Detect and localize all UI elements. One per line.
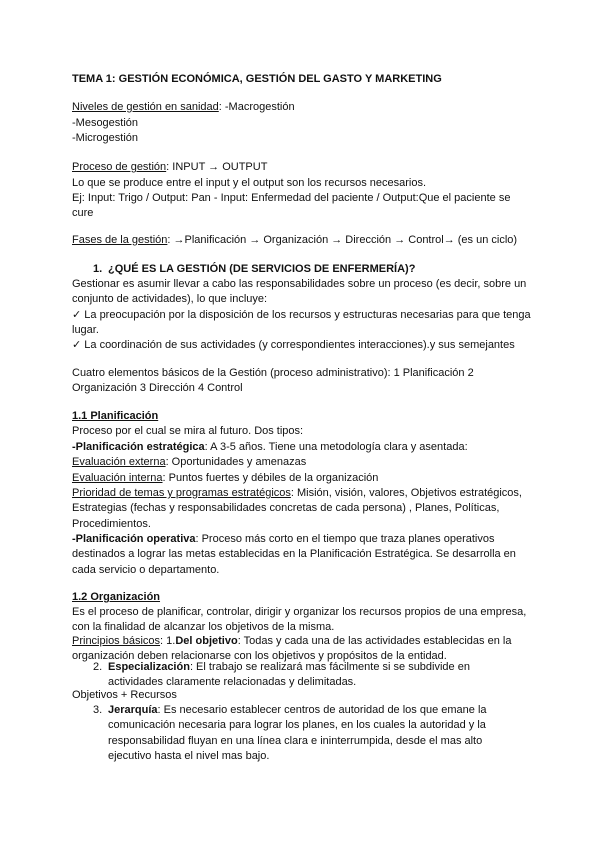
item2-text: : El trabajo se realizará mas fácilmente si se subdivide en actividades claramente relacionadas y delimitadas. [108,661,470,689]
operativa-label: -Planificación operativa [72,533,196,545]
niveles-micro: -Microgestión [72,132,139,144]
operativa-text: : Proceso más corto en el tiempo que traza planes operativos destinados a lograr las metas establecidas en la Planificación Estratégica. Se desarrolla en cada servicio o departamento. [72,533,516,576]
organizacion-intro: Es el proceso de planificar, controlar, dirigir y organizar los recursos propios de una empresa, con la finalidad de alcanzar los objetivos de la misma. [72,606,527,634]
fases-label: Fases de la gestión [72,234,168,246]
estrategica-label: -Planificación estratégica [72,440,205,453]
interna-label: Evaluación interna [72,471,163,484]
objetivos-recursos: Objetivos + Recursos [72,689,177,701]
proceso-label: Proceso de gestión [72,161,167,173]
prioridad-label: Prioridad de temas y programas estratégicos [72,487,291,499]
page-title: TEMA 1: GESTIÓN ECONÓMICA, GESTIÓN DEL GASTO Y MARKETING [72,73,442,85]
niveles-label: Niveles de gestión en sanidad [72,101,219,113]
externa-text: : Oportunidades y amenazas [165,456,307,468]
niveles-line [72,100,532,115]
item3-label: Jerarquía [108,704,158,716]
proceso-line3: Ej: Input: Trigo / Output: Pan - Input: Enfermedad del paciente / Output:Que el paciente se cure [72,192,511,220]
estrategica-text: : A 3-5 años. Tiene una metodología clara y asentada: [204,440,468,453]
fases-line [72,233,532,248]
section1-check1: ✓ La preocupación por la disposición de los recursos y estructuras necesarias para que tenga lugar. [72,308,531,336]
principios-mid: : 1. [160,635,176,647]
niveles-first: : -Macrogestión [218,101,295,113]
objetivo-label: Del objetivo [175,635,238,647]
section1-intro: Gestionar es asumir llevar a cabo las responsabilidades sobre un proceso (es decir, sobre un conjunto de actividades), lo que incluye: [72,278,527,306]
planificacion-operativa [72,532,532,578]
planificacion-estrategica [72,440,532,455]
item2-especializacion [108,660,528,691]
externa-label: Evaluación externa [72,456,166,468]
principios-label: Principios básicos [72,635,161,647]
section1-elements: Cuatro elementos básicos de la Gestión (proceso administrativo): 1 Planificación 2 Organización 3 Dirección 4 Control [72,367,474,395]
niveles-meso: -Mesogestión [72,116,139,129]
item3-jerarquia [108,703,528,765]
fases-rest: : →Planificación → Organización → Dirección → Control→ (es un ciclo) [167,234,518,246]
item3-text: : Es necesario establecer centros de autoridad de los que emane la comunicación necesaria para lograr los planes, en los cuales la autoridad y la responsabilidad fluyan en una línea clara e ininterrumpida, desde el mas alto ejecutivo hasta el nivel mas bajo. [108,704,487,763]
planificacion-heading: 1.1 Planificación [72,410,159,422]
proceso-line [72,160,532,175]
proceso-rest: : INPUT → OUTPUT [166,161,268,173]
section1-heading: ¿QUÉ ES LA GESTIÓN (DE SERVICIOS DE ENFERMERÍA)? [108,263,416,275]
prioridad-temas [72,486,532,532]
objetivo-text: : Todas y cada una de las actividades establecidas en la organización deben relacionarse con los objetivos y propósitos de la entidad. [72,635,512,663]
interna-text: : Puntos fuertes y débiles de la organización [162,471,379,484]
evaluacion-externa [72,455,532,470]
item3-number: 3. [93,704,103,716]
prioridad-text: : Misión, visión, valores, Objetivos estratégicos, Estrategias (fechas y responsabilidades concretas de cada persona) , Planes, Políticas, Procedimientos. [72,487,522,530]
planificacion-intro: Proceso por el cual se mira al futuro. Dos tipos: [72,425,304,437]
organizacion-heading: 1.2 Organización [72,591,161,603]
item2-label: Especialización [108,661,190,673]
section1-number: 1. [93,263,103,275]
item2-number: 2. [93,661,103,673]
section1-check2: ✓ La coordinación de sus actividades (y correspondientes interacciones).y sus semejantes [72,339,515,351]
evaluacion-interna [72,471,532,486]
proceso-line2: Lo que se produce entre el input y el output son los recursos necesarios. [72,176,427,189]
